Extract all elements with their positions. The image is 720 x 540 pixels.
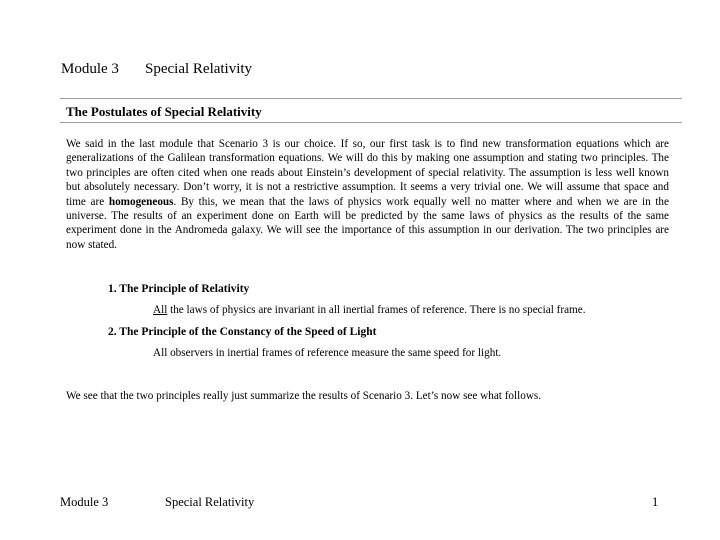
module-title: Special Relativity: [145, 61, 253, 77]
page-number: 1: [652, 495, 659, 509]
divider-bottom: [60, 122, 682, 123]
principle-2-text: All observers in inertial frames of reference measure the same speed for light.: [153, 347, 502, 359]
intro-bold-term: homogeneous: [108, 195, 174, 208]
module-number: Module 3: [61, 61, 119, 77]
section-title: The Postulates of Special Relativity: [66, 104, 262, 119]
intro-text-1: We said in the last module that Scenario 3 is our choice. If so, our first task is to find new transformation equations which are generalizations of the Galilean transformation equations. We will do this by making one assumption and stating two principles. The two principles are often cited when one reads about Einstein’s development of special relativity. The assumption is less well known but absolutely necessary. Don’t worry, it is not a restrictive assumption. It seems a very trivial one. We will assume that space and time are: [66, 138, 669, 208]
summary-paragraph: We see that the two principles really just summarize the results of Scenario 3. Let’s now see what follows.: [66, 390, 542, 402]
footer-module: Module 3: [60, 495, 109, 509]
divider-top: [60, 98, 682, 99]
footer-title: Special Relativity: [165, 495, 255, 509]
slide-header: [61, 61, 252, 78]
principle-1-text: [153, 304, 586, 316]
principle-1-underlined: All: [153, 304, 168, 316]
intro-paragraph: [66, 137, 669, 252]
intro-text-2: . By this, we mean that the laws of physics work equally well no matter where and when we are in the universe. The results of an experiment done on Earth will be predicted by the same laws of physics as the results of the same experiment done in the Andromeda galaxy. We will see the importance of this assumption in our derivation. The two principles are now stated.: [66, 195, 669, 251]
principle-2-heading: 2. The Principle of the Constancy of the Speed of Light: [108, 326, 377, 338]
principle-1-heading: 1. The Principle of Relativity: [108, 283, 250, 295]
principle-1-body: the laws of physics are invariant in all inertial frames of reference. There is no special frame.: [167, 304, 586, 316]
